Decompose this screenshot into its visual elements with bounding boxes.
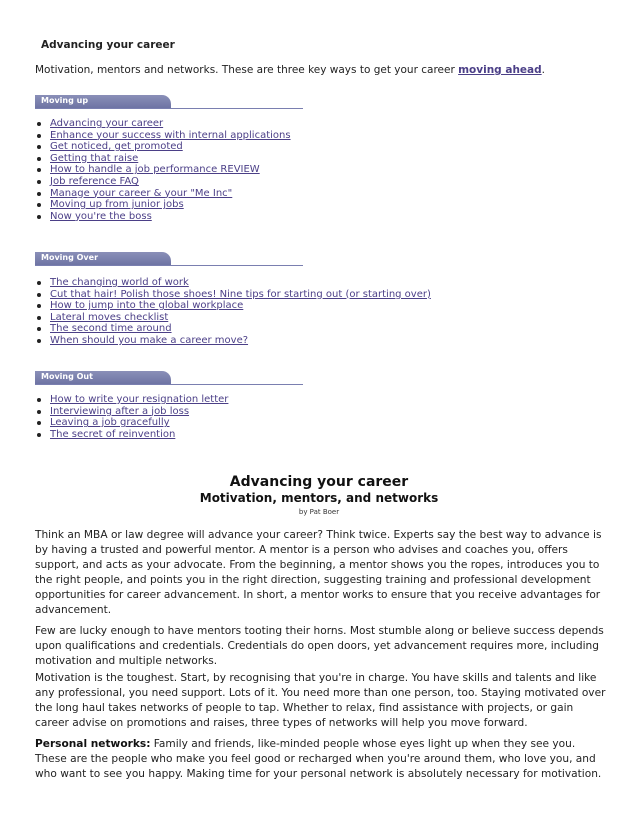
moving-over-list bbox=[35, 277, 431, 347]
bullet-icon bbox=[37, 398, 41, 402]
article-paragraph: Motivation is the toughest. Start, by recognising that you're in charge. You have skills and talents and like any professional, you need support. Lots of it. You need more than one person, too. Staying motivated over the long haul takes networks of people to tap. Whether to relax, find assistance with projects, or gain career advise on promotions and raises, three types of networks will help you move forward. bbox=[35, 672, 606, 729]
bullet-icon bbox=[37, 192, 41, 196]
list-item bbox=[35, 141, 291, 153]
moving-out-list bbox=[35, 394, 228, 440]
moving-up-list bbox=[35, 118, 291, 222]
bullet-icon bbox=[37, 304, 41, 308]
section-header-moving-out bbox=[35, 371, 303, 387]
article-link[interactable]: Job reference FAQ bbox=[50, 175, 139, 187]
section-tab bbox=[35, 371, 171, 384]
moving-ahead-link[interactable]: moving ahead bbox=[458, 64, 542, 76]
article-subtitle: Motivation, mentors, and networks bbox=[199, 491, 439, 505]
list-item bbox=[35, 277, 431, 289]
article-link[interactable]: How to handle a job performance REVIEW bbox=[50, 164, 260, 176]
article-link[interactable]: Leaving a job gracefully bbox=[50, 417, 170, 429]
intro-end: . bbox=[541, 64, 545, 76]
bullet-icon bbox=[37, 168, 41, 172]
list-item bbox=[35, 211, 291, 223]
list-item bbox=[35, 323, 431, 335]
article-byline: by Pat Boer bbox=[298, 508, 340, 516]
intro-line bbox=[35, 64, 545, 76]
list-item bbox=[35, 417, 228, 429]
article-link[interactable]: Cut that hair! Polish those shoes! Nine tips for starting out (or starting over) bbox=[50, 288, 431, 300]
intro-text: Motivation, mentors and networks. These are three key ways to get your career bbox=[35, 64, 459, 76]
article-paragraph bbox=[35, 737, 610, 782]
list-item bbox=[35, 335, 431, 347]
list-item bbox=[35, 118, 291, 130]
article-link[interactable]: Moving up from junior jobs bbox=[50, 199, 184, 211]
bullet-icon bbox=[37, 339, 41, 343]
bullet-icon bbox=[37, 215, 41, 219]
article-paragraph: Think an MBA or law degree will advance your career? Think twice. Experts say the best way to advance is by having a trusted and powerful mentor. A mentor is a person who advises and coaches you, offers support, and acts as your advocate. From the beginning, a mentor shows you the ropes, introduces you to the right people, and points you in the right direction, suggesting training and professional development opportunities for career advancement. In short, a mentor works to ensure that you receive advantages for advancement. bbox=[35, 529, 602, 616]
list-item bbox=[35, 153, 291, 165]
bullet-icon bbox=[37, 327, 41, 331]
bullet-icon bbox=[37, 134, 41, 138]
list-item bbox=[35, 406, 228, 418]
section-divider bbox=[35, 384, 303, 385]
bullet-icon bbox=[37, 293, 41, 297]
section-tab bbox=[35, 95, 171, 108]
article-link[interactable]: Now you're the boss bbox=[50, 210, 152, 222]
bullet-icon bbox=[37, 433, 41, 437]
list-item bbox=[35, 429, 228, 441]
list-item bbox=[35, 289, 431, 301]
section-divider bbox=[35, 265, 303, 266]
personal-networks-label: Personal networks: bbox=[35, 738, 151, 750]
section-tab-label: Moving Over bbox=[41, 253, 99, 262]
bullet-icon bbox=[37, 281, 41, 285]
personal-networks-text: Family and friends, like-minded people whose eyes light up when they see you. These are the people who make you feel good or recharged when you're around them, who love you, and who want to see you happy. Making time for your personal network is absolutely necessary for motivation. bbox=[35, 738, 602, 780]
bullet-icon bbox=[37, 316, 41, 320]
list-item bbox=[35, 164, 291, 176]
bullet-icon bbox=[37, 122, 41, 126]
list-item bbox=[35, 199, 291, 211]
list-item bbox=[35, 176, 291, 188]
article-link[interactable]: The secret of reinvention bbox=[50, 428, 176, 440]
section-header-moving-up bbox=[35, 95, 303, 111]
section-divider bbox=[35, 108, 303, 109]
list-item bbox=[35, 312, 431, 324]
bullet-icon bbox=[37, 180, 41, 184]
article-title: Advancing your career bbox=[229, 474, 409, 490]
list-item bbox=[35, 130, 291, 142]
list-item bbox=[35, 188, 291, 200]
article-link[interactable]: When should you make a career move? bbox=[50, 334, 249, 346]
section-tab-label: Moving Out bbox=[41, 372, 93, 381]
section-tab bbox=[35, 252, 171, 265]
article-link[interactable]: Interviewing after a job loss bbox=[50, 405, 190, 417]
article-link[interactable]: Getting that raise bbox=[50, 152, 139, 164]
page-title: Advancing your career bbox=[41, 39, 175, 51]
article-link[interactable]: Lateral moves checklist bbox=[50, 311, 169, 323]
list-item bbox=[35, 394, 228, 406]
list-item bbox=[35, 300, 431, 312]
article-link[interactable]: Manage your career & your "Me Inc" bbox=[50, 187, 233, 199]
article-paragraph: Few are lucky enough to have mentors tooting their horns. Most stumble along or believe success depends upon qualifications and credentials. Credentials do open doors, yet advancement requires more, including motivation and multiple networks. bbox=[35, 625, 604, 667]
section-header-moving-over bbox=[35, 252, 303, 268]
bullet-icon bbox=[37, 145, 41, 149]
bullet-icon bbox=[37, 421, 41, 425]
article-link[interactable]: Advancing your career bbox=[50, 118, 164, 129]
section-tab-label: Moving up bbox=[41, 96, 89, 105]
article-link[interactable]: The changing world of work bbox=[50, 277, 189, 288]
bullet-icon bbox=[37, 410, 41, 414]
article-link[interactable]: How to write your resignation letter bbox=[50, 394, 229, 405]
article-link[interactable]: The second time around bbox=[50, 323, 172, 335]
bullet-icon bbox=[37, 157, 41, 161]
article-link[interactable]: Enhance your success with internal applications bbox=[50, 129, 291, 141]
article-link[interactable]: Get noticed, get promoted bbox=[50, 141, 183, 153]
article-link[interactable]: How to jump into the global workplace bbox=[50, 300, 244, 312]
bullet-icon bbox=[37, 203, 41, 207]
